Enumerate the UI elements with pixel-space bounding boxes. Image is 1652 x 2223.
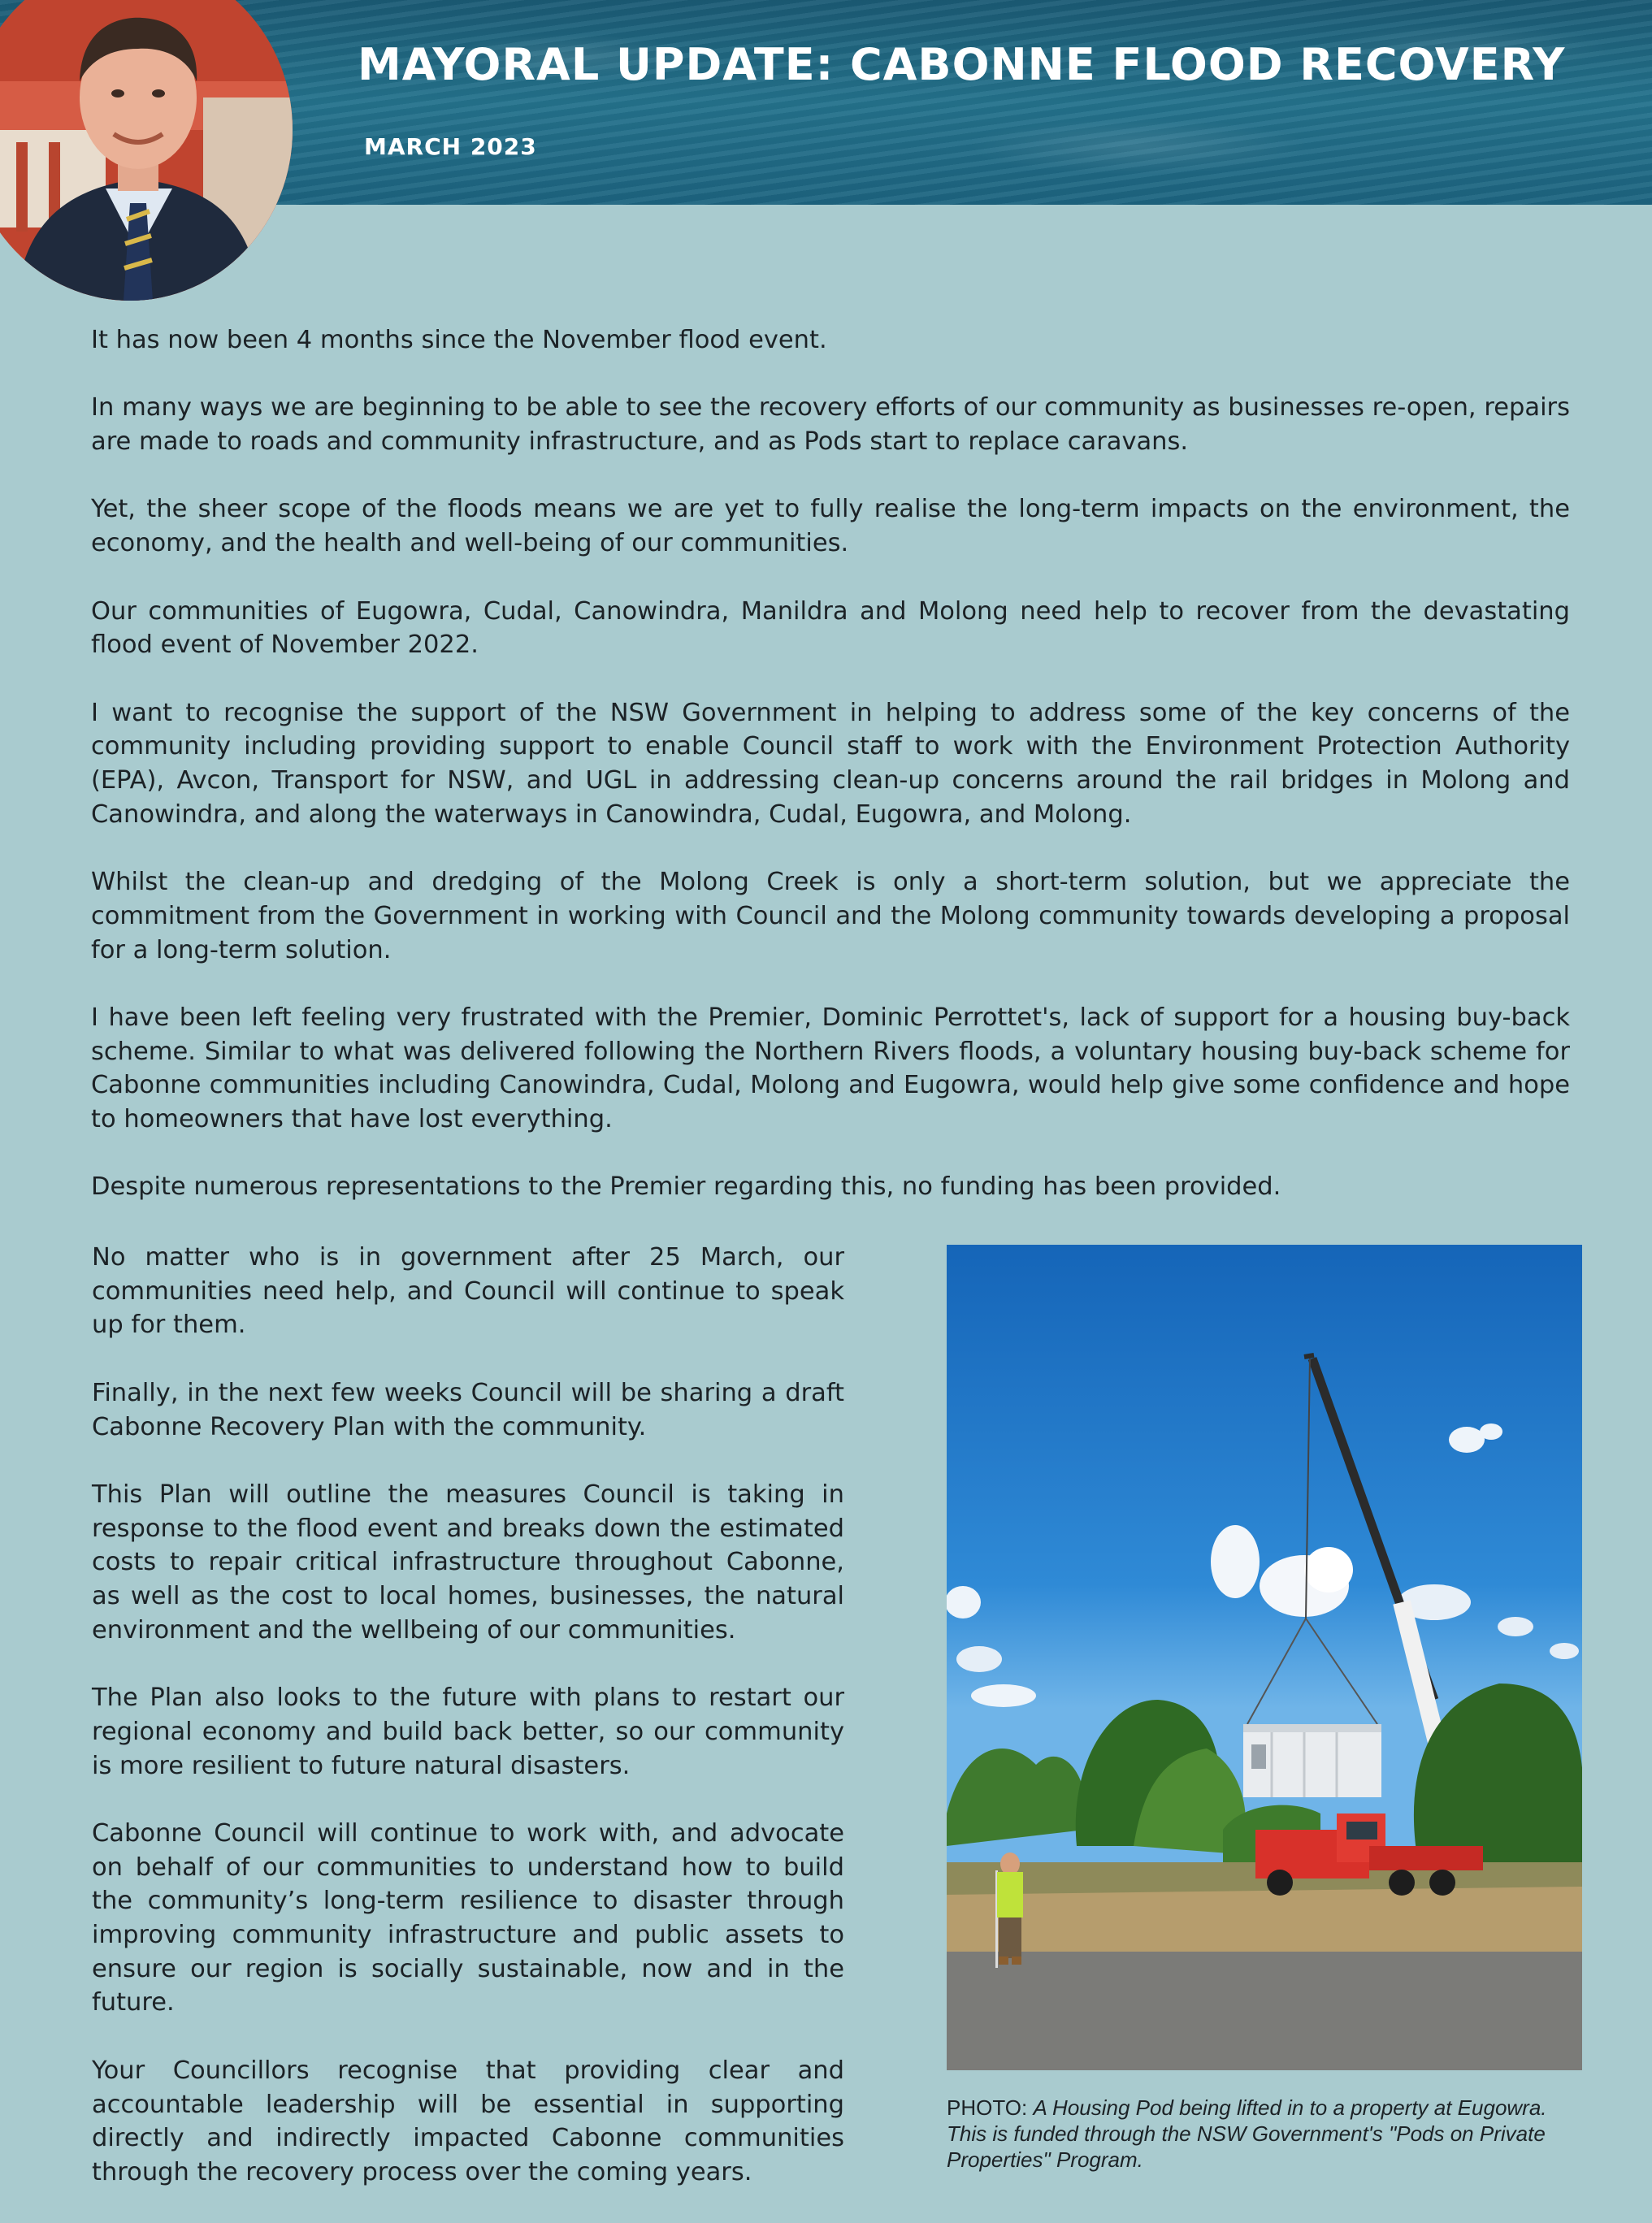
paragraph: Whilst the clean-up and dredging of the Molong Creek is only a short-term solution, but we appreciate the commitment from the Government in working with Council and the Molong community towards developing a proposal for a long-term solution. [91,868,1570,964]
paragraph: Our communities of Eugowra, Cudal, Canowindra, Manildra and Molong need help to recover from the devastating flood event of November 2022. [91,596,1570,660]
paragraph: I want to recognise the support of the NSW Government in helping to address some of the key concerns of the community including providing support to enable Council staff to work with the Environment Protection Authority (EPA), Avcon, Transport for NSW, and UGL in addressing clean-up concerns around the rail bridges in Molong and Canowindra, and along the waterways in Canowindra, Cudal, Eugowra, and Molong. [91,698,1570,829]
article-column [92,1241,844,2223]
paragraph: Despite numerous representations to the Premier regarding this, no funding has been provided. [91,1172,1281,1202]
paragraph: It has now been 4 months since the November flood event. [91,326,827,354]
paragraph: Cabonne Council will continue to work with, and advocate on behalf of our communities to understand how to build the community’s long-term resilience to disaster through improving community infrastructure and public assets to ensure our region is socially sustainable, now and in the future. [92,1818,844,2017]
paragraph: Yet, the sheer scope of the floods means we are yet to fully realise the long-term impacts on the environment, the economy, and the health and well-being of our communities. [91,495,1570,558]
photo-caption [947,2095,1589,2173]
housing-pod-crane-photo [947,1245,1582,2070]
housing-pod-photo [947,1245,1582,2070]
paragraph: The Plan also looks to the future with plans to restart our regional economy and build back better, so our community is more resilient to future natural disasters. [92,1684,844,1780]
caption-prefix: PHOTO: [947,2095,1034,2120]
paragraph: Finally, in the next few weeks Council will be sharing a draft Cabonne Recovery Plan with the community. [92,1378,844,1441]
paragraph: In many ways we are beginning to be able to see the recovery efforts of our community as businesses re-open, repairs are made to roads and community infrastructure, and as Pods start to replace caravans. [91,393,1570,457]
paragraph: I have been left feeling very frustrated with the Premier, Dominic Perrottet's, lack of support for a housing buy-back scheme. Similar to what was delivered following the Northern Rivers floods, a voluntary housing buy-back scheme for Cabonne communities including Canowindra, Cudal, Molong and Eugowra, would help give some confidence and hope to homeowners that have lost everything. [91,1003,1570,1134]
page-title: MAYORAL UPDATE: CABONNE FLOOD RECOVERY [358,39,1566,90]
issue-date: MARCH 2023 [364,133,537,160]
paragraph: This Plan will outline the measures Council is taking in response to the flood event and breaks down the estimated costs to repair critical infrastructure throughout Cabonne, as well as the cost to local homes, businesses, the natural environment and the wellbeing of our communities. [92,1480,844,1644]
mayor-portrait-photo [0,0,293,301]
mayor-portrait [0,0,293,301]
paragraph: Your Councillors recognise that providing clear and accountable leadership will be essential in supporting directly and indirectly impacted Cabonne communities through the recovery process over the coming years. [92,2056,844,2186]
article-body [91,323,1570,1238]
caption-text: A Housing Pod being lifted in to a property at Eugowra. This is funded through the NSW Government's "Pods on Private Properties" Program. [947,2095,1547,2172]
paragraph: No matter who is in government after 25 March, our communities need help, and Council will continue to speak up for them. [92,1243,844,1340]
